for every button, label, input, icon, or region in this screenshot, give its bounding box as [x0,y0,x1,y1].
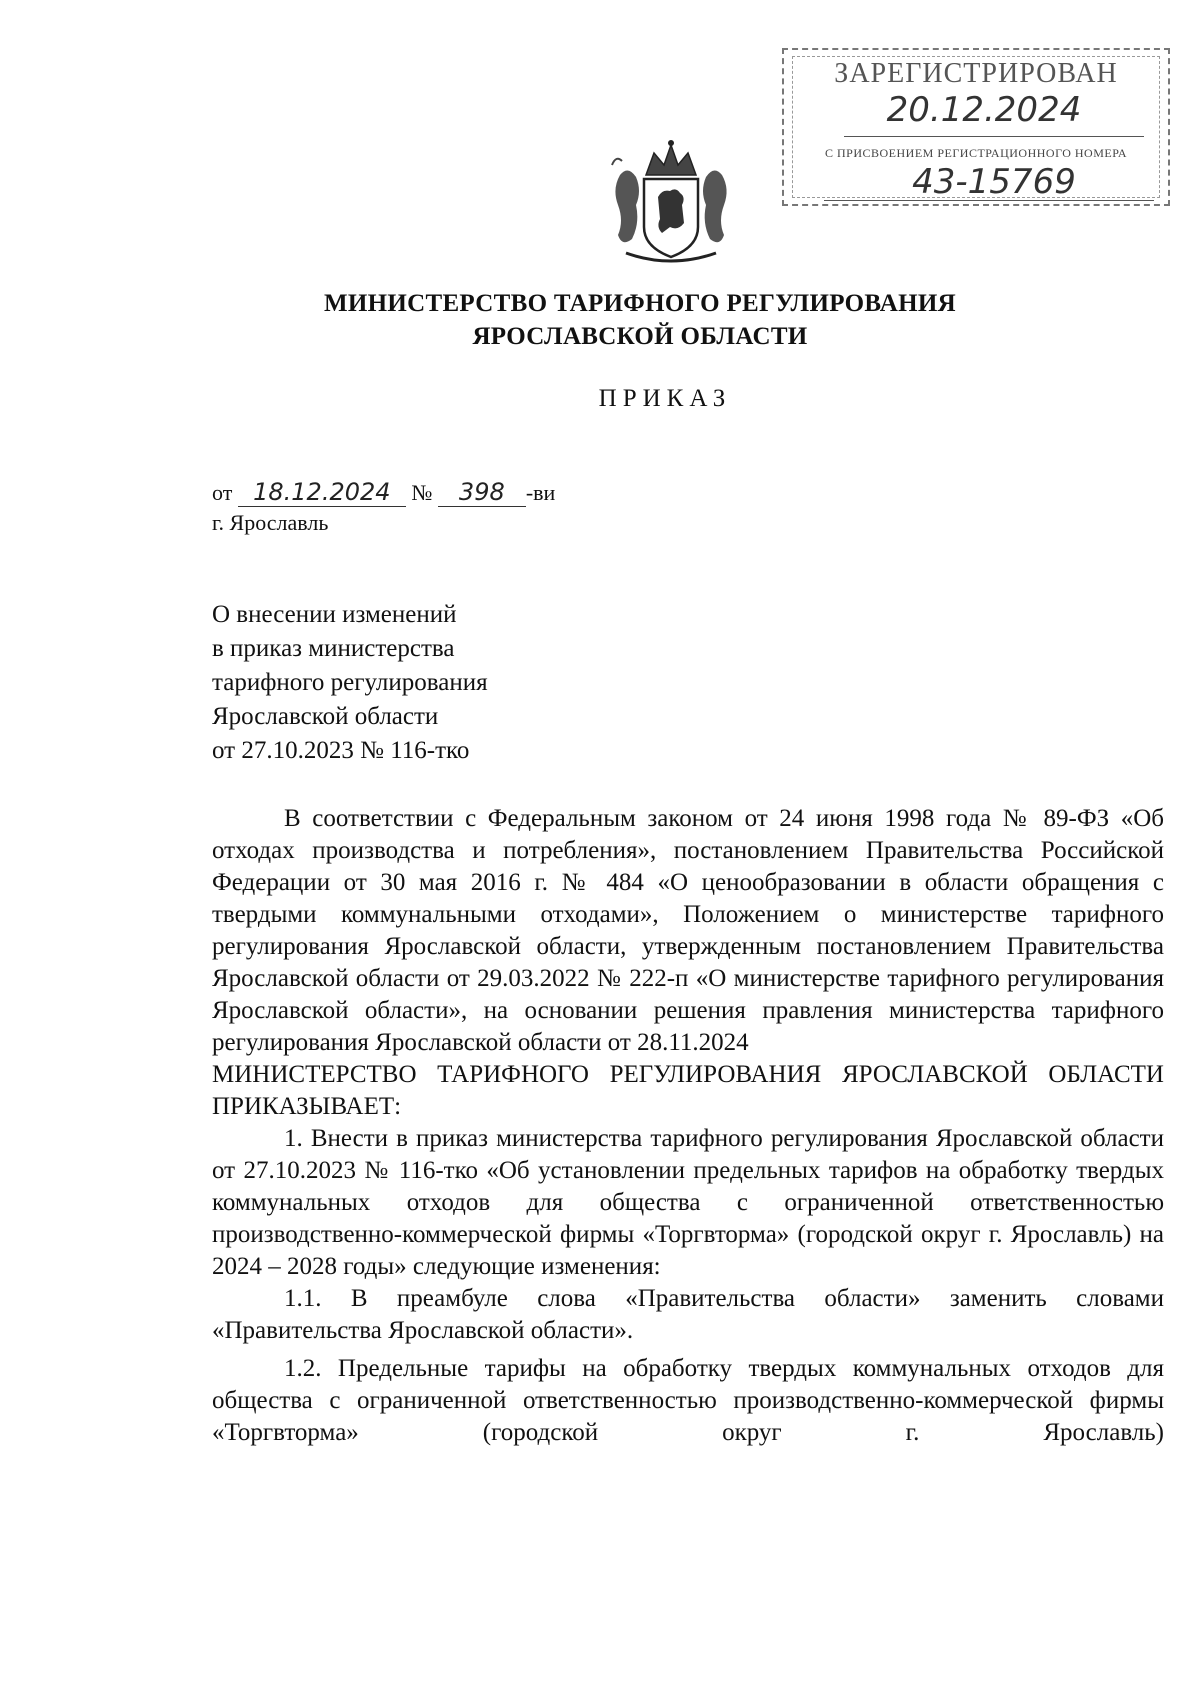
subject-line: тарифного регулирования [212,669,488,696]
preamble-paragraph: В соответствии с Федеральным законом от 24 июня 1998 года № 89-ФЗ «Об отходах производства и потребления», постановлением Правительства Российской Федерации от 30 мая 2016 г. № 484 «О ценообразовании в области обращения с твердыми коммунальными отходами», Положением о министерстве тарифного регулирования Ярославской области, утвержденным постановлением Правительства Ярославской области от 29.03.2022 № 222-п «О министерстве тарифного регулирования Ярославской области», на основании решения правления министерства тарифного регулирования Ярославской области от 28.11.2024 [212,805,1164,1056]
registration-stamp [782,48,1170,206]
item-1-paragraph: 1. Внести в приказ министерства тарифного регулирования Ярославской области от 27.10.2023 № 116-тко «Об установлении предельных тарифов на обработку твердых коммунальных отходов для общества с ограниченной ответственностью производственно-коммерческой фирмы «Торгвторма» (городской округ г. Ярославль) на 2024 – 2028 годы» следующие изменения: [212,1125,1164,1280]
coat-of-arms-emblem [606,135,736,275]
subject-line: от 27.10.2023 № 116-тко [212,737,470,764]
item-1-2-paragraph: 1.2. Предельные тарифы на обработку твердых коммунальных отходов для общества с ограниченной ответственностью производственно-коммерческой фирмы «Торгвторма» (городской округ г. Ярославль) [212,1355,1164,1446]
item-1-1-paragraph: 1.1. В преамбуле слова «Правительства области» заменить словами «Правительства Ярославской области». [212,1285,1164,1344]
ministry-name-line2: ЯРОСЛАВСКОЙ ОБЛАСТИ [472,323,808,350]
order-number-label: № [411,480,433,505]
subject-line: в приказ министерства [212,635,455,662]
order-body [212,803,1164,1449]
subject-line: О внесении изменений [212,601,457,628]
order-city: г. Ярославль [212,510,329,535]
stamp-caption: С ПРИСВОЕНИЕМ РЕГИСТРАЦИОННОГО НОМЕРА [824,146,1128,160]
order-date: 18.12.2024 [238,478,406,507]
subject-line: Ярославской области [212,703,439,730]
order-date-prefix: от [212,480,233,505]
stamp-date: 20.12.2024 [886,90,1082,130]
order-subject [212,598,488,768]
order-number-suffix: -ви [525,480,556,505]
order-number: 398 [438,478,526,507]
order-date-line [212,478,555,507]
stamp-title: ЗАРЕГИСТРИРОВАН [834,58,1118,89]
stamp-registration-number: 43-15769 [912,162,1076,202]
stamp-divider [844,136,1144,137]
document-type: ПРИКАЗ [598,385,732,412]
decree-paragraph: МИНИСТЕРСТВО ТАРИФНОГО РЕГУЛИРОВАНИЯ ЯРОСЛАВСКОЙ ОБЛАСТИ ПРИКАЗЫВАЕТ: [212,1061,1164,1120]
stamp-divider [824,200,1154,201]
ministry-name-line1: МИНИСТЕРСТВО ТАРИФНОГО РЕГУЛИРОВАНИЯ [323,290,956,317]
